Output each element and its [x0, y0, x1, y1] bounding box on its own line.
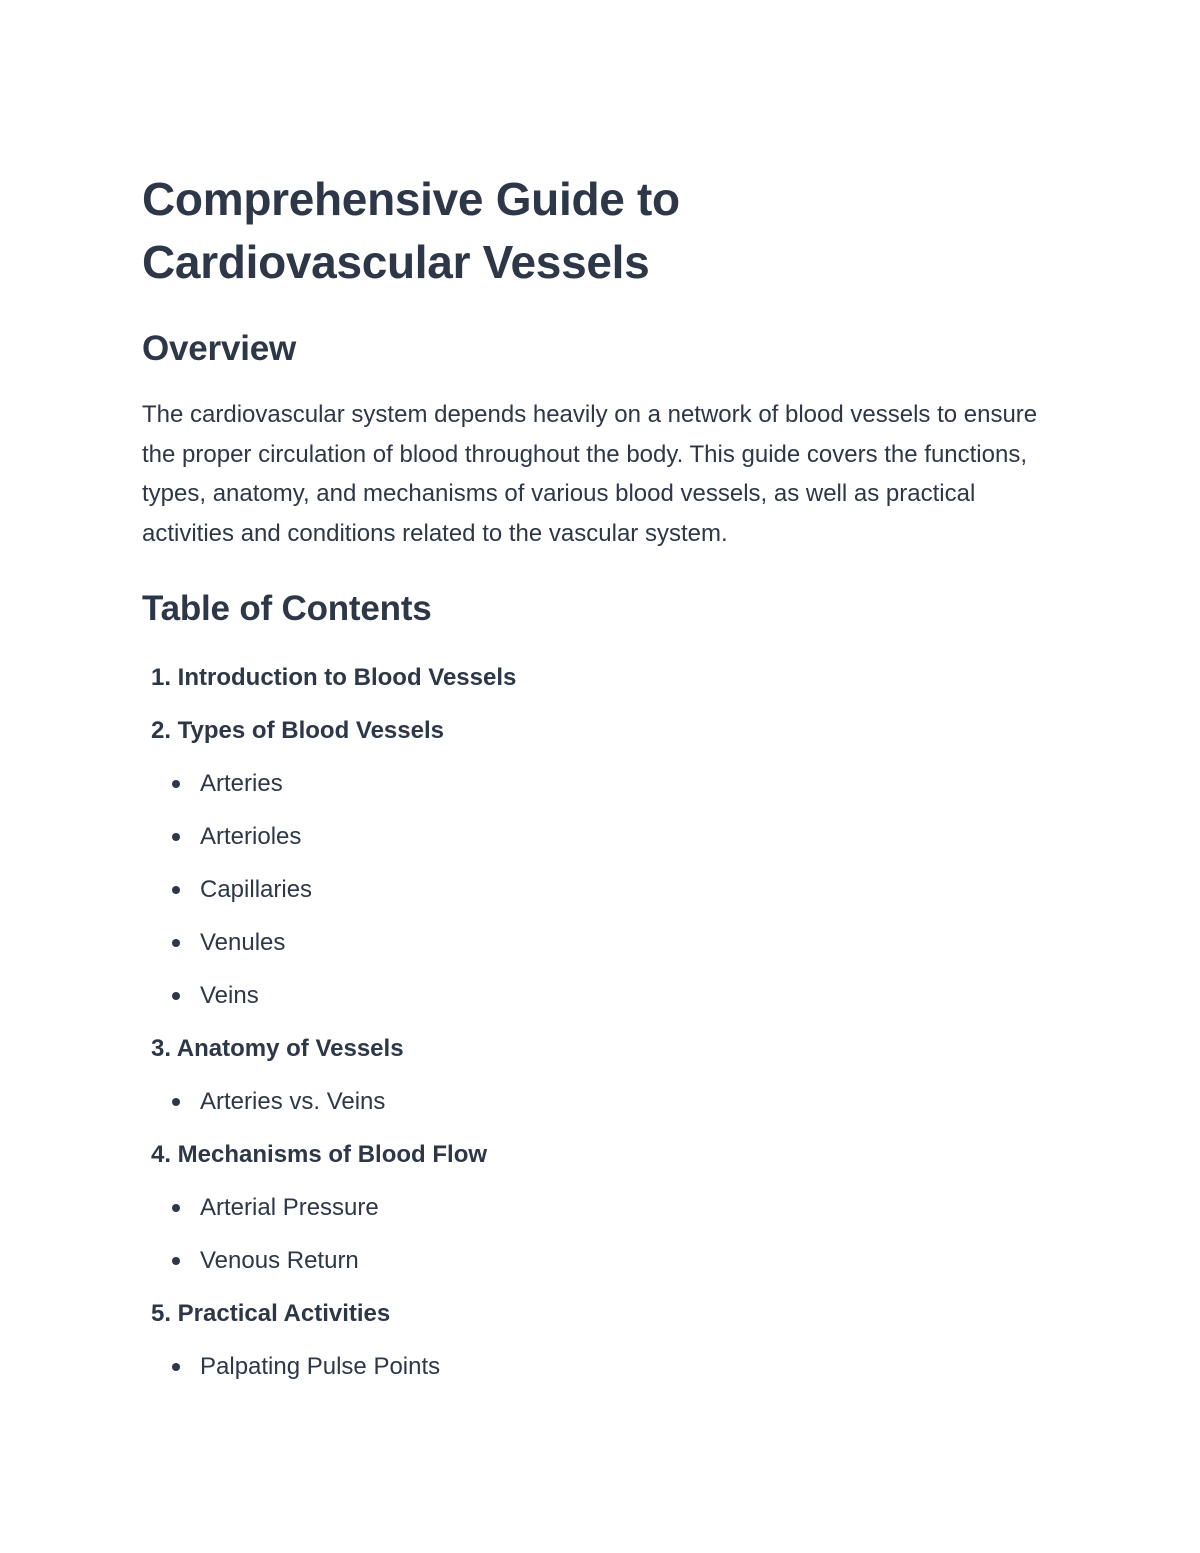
- toc-section-number: 2.: [150, 717, 171, 745]
- toc-subitem[interactable]: [142, 1075, 1062, 1128]
- toc-section-2: [142, 704, 1062, 1022]
- bullet-icon: [172, 780, 180, 788]
- toc-section-heading[interactable]: [142, 1287, 1062, 1340]
- table-of-contents: [142, 651, 1062, 1393]
- toc-subitem[interactable]: [142, 969, 1062, 1022]
- toc-subitem-label: Palpating Pulse Points: [200, 1353, 441, 1381]
- toc-subsection-list: [142, 1181, 1062, 1287]
- toc-subsection-list: [142, 1075, 1062, 1128]
- toc-subitem[interactable]: [142, 1340, 1062, 1393]
- toc-section-label: Practical Activities: [177, 1300, 391, 1328]
- toc-section-heading[interactable]: [142, 1128, 1062, 1181]
- toc-section-number: 1.: [150, 664, 171, 692]
- bullet-icon: [172, 833, 180, 841]
- toc-subitem-label: Arteries: [200, 770, 283, 798]
- page-title: [142, 168, 1062, 294]
- bullet-icon: [172, 1204, 180, 1212]
- toc-subitem-label: Veins: [200, 982, 259, 1010]
- toc-section-4: [142, 1128, 1062, 1287]
- overview-heading: Overview: [142, 329, 297, 368]
- bullet-icon: [172, 1257, 180, 1265]
- toc-subsection-list: [142, 1340, 1062, 1393]
- toc-section-label: Mechanisms of Blood Flow: [177, 1141, 488, 1169]
- toc-subitem-label: Arterial Pressure: [200, 1194, 379, 1222]
- overview-paragraph: The cardiovascular system depends heavily on a network of blood vessels to ensure the proper circulation of blood throughout the body. This guide covers the functions, types, anatomy, and mechanisms of various blood vessels, as well as practical activities and conditions related to the vascular system.: [142, 401, 1038, 547]
- toc-subitem-label: Venules: [200, 929, 286, 957]
- toc-subitem[interactable]: [142, 810, 1062, 863]
- toc-subitem[interactable]: [142, 916, 1062, 969]
- toc-section-heading[interactable]: [142, 1022, 1062, 1075]
- toc-section-number: 5.: [150, 1300, 171, 1328]
- bullet-icon: [172, 1098, 180, 1106]
- page-title-line-2: Cardiovascular Vessels: [142, 236, 650, 288]
- bullet-icon: [172, 992, 180, 1000]
- toc-heading: Table of Contents: [142, 589, 432, 629]
- toc-subitem[interactable]: [142, 1181, 1062, 1234]
- document-page: [142, 168, 1062, 1393]
- toc-subitem-label: Arterioles: [200, 823, 302, 851]
- toc-section-5: [142, 1287, 1062, 1393]
- toc-subitem-label: Capillaries: [200, 876, 313, 904]
- toc-subitem[interactable]: [142, 863, 1062, 916]
- toc-subitem[interactable]: [142, 1234, 1062, 1287]
- toc-subitem-label: Venous Return: [200, 1247, 359, 1275]
- toc-section-1: [142, 651, 1062, 704]
- toc-section-label: Anatomy of Vessels: [176, 1035, 404, 1063]
- toc-section-label: Introduction to Blood Vessels: [177, 664, 517, 692]
- toc-subsection-list: [142, 757, 1062, 1022]
- bullet-icon: [172, 1363, 180, 1371]
- page-title-line-1: Comprehensive Guide to: [142, 173, 680, 225]
- toc-section-heading[interactable]: [142, 704, 1062, 757]
- toc-section-3: [142, 1022, 1062, 1128]
- bullet-icon: [172, 939, 180, 947]
- toc-section-number: 3.: [150, 1035, 171, 1063]
- toc-subitem-label: Arteries vs. Veins: [200, 1088, 386, 1116]
- toc-subitem[interactable]: [142, 757, 1062, 810]
- toc-section-heading[interactable]: [142, 651, 1062, 704]
- bullet-icon: [172, 886, 180, 894]
- toc-section-number: 4.: [150, 1141, 171, 1169]
- toc-section-label: Types of Blood Vessels: [177, 717, 444, 745]
